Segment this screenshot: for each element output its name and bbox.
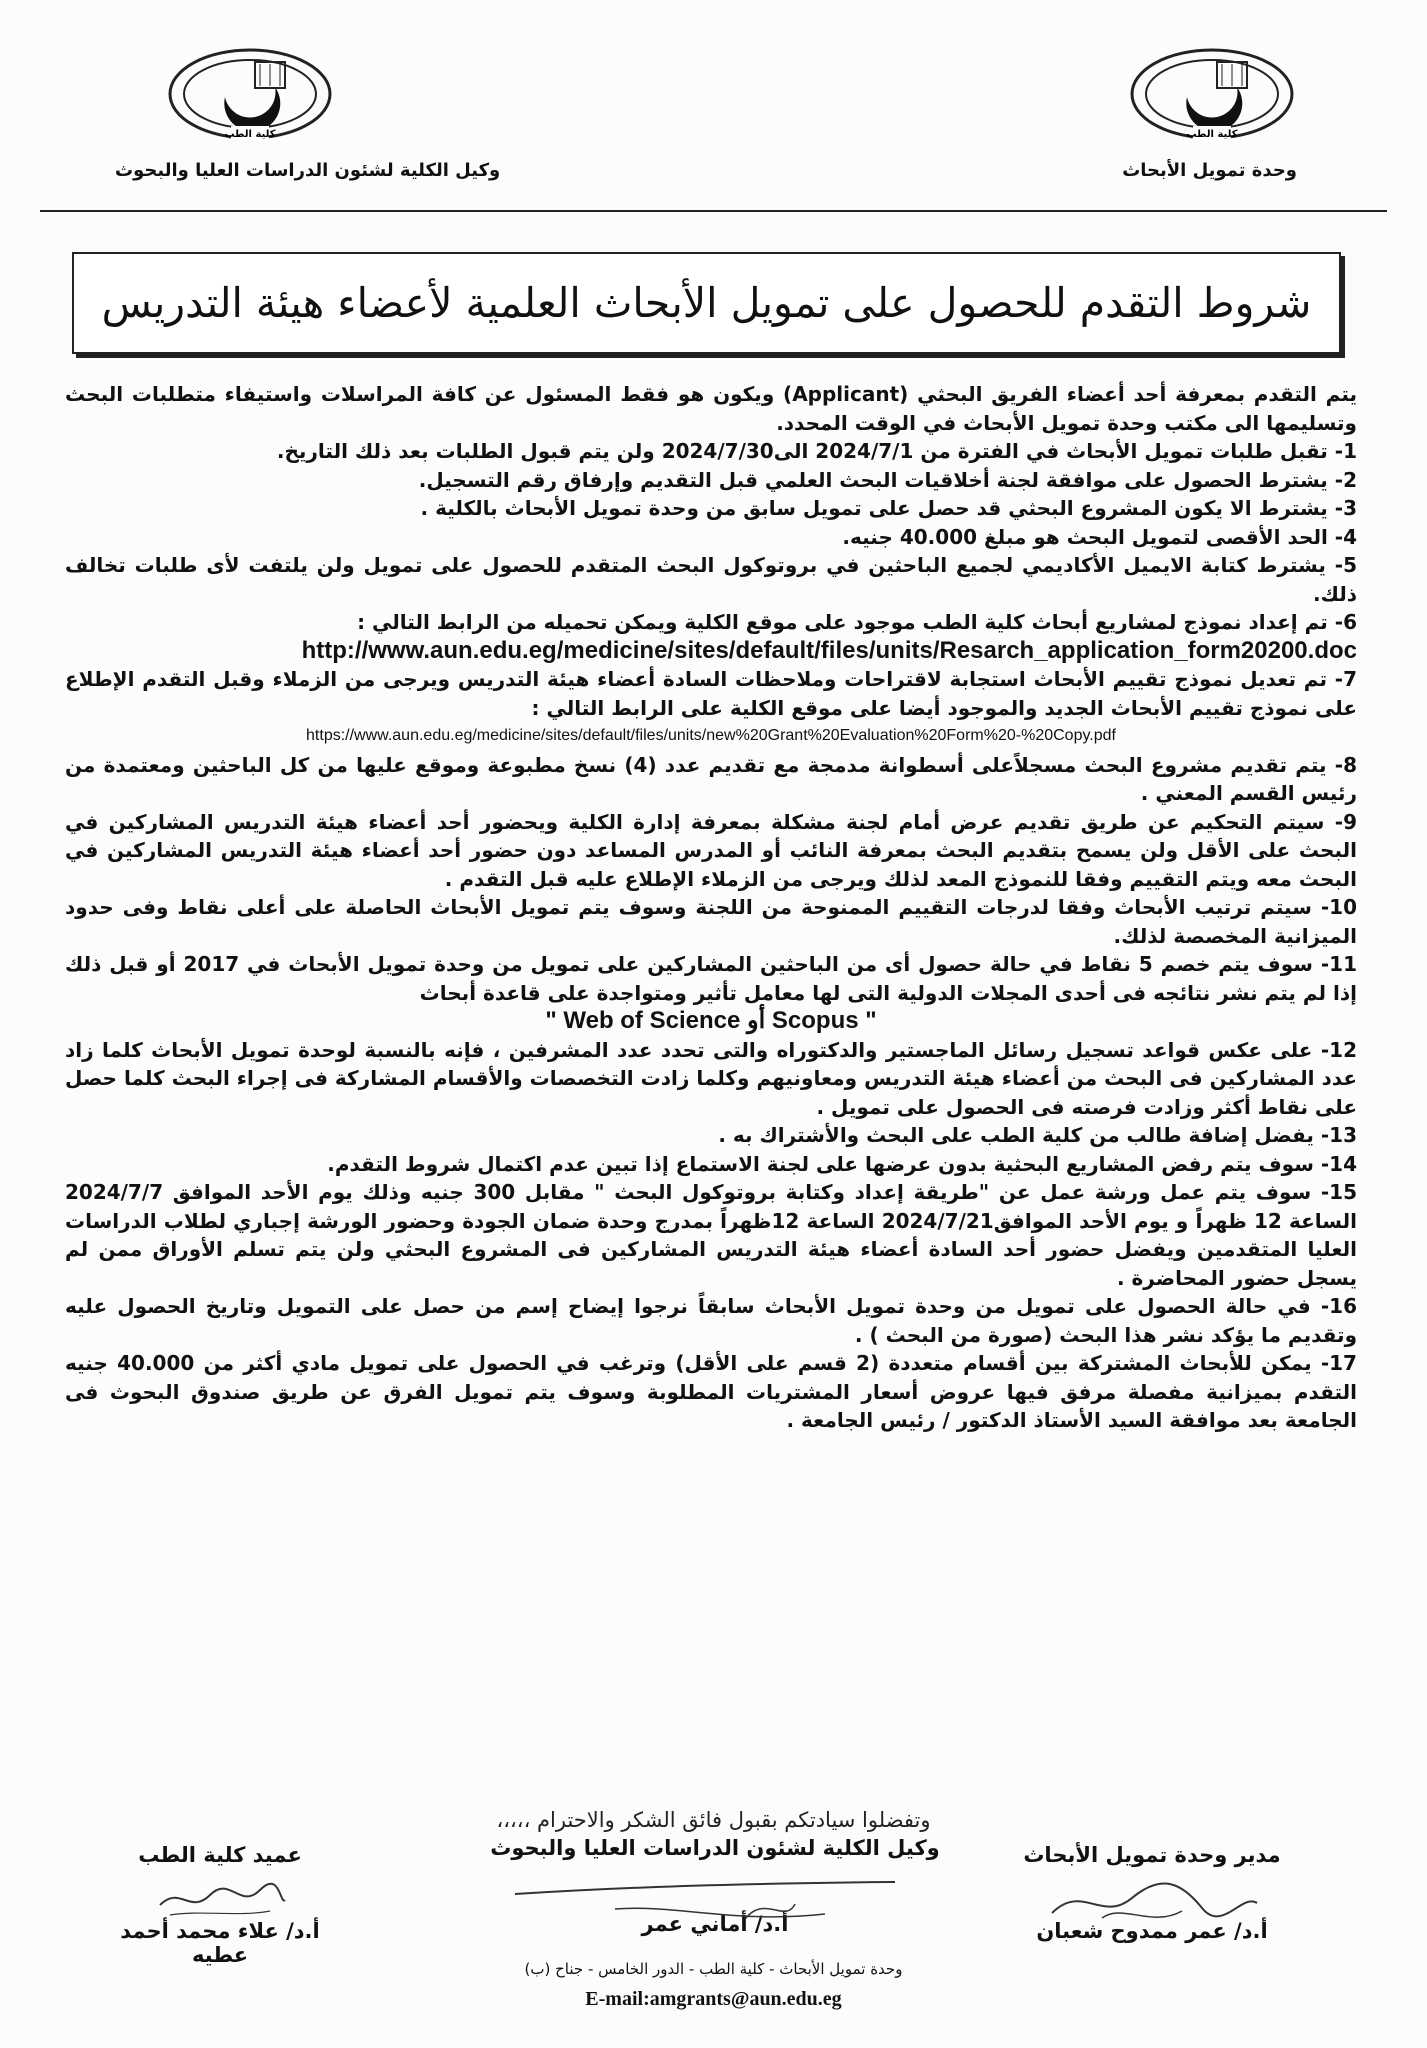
condition-3: 3- يشترط الا يكون المشروع البحثي قد حصل على تمويل سابق من وحدة تمويل الأبحاث بالكلية . [420,496,1357,520]
signature-role: عميد كلية الطب [138,1843,302,1867]
condition-15: 15- سوف يتم عمل ورشة عمل عن "طريقة إعداد وكتابة بروتوكول البحث " مقابل 300 جنيه وذلك يوم الأحد الموافق 2024/7/7 الساعة 12 ظهراً و يوم الأحد الموافق2024/7/21 الساعة 12ظهراً بمدرج وحدة ضمان الجودة وحضور الورشة إجباري لطلاب الدراسات العليا المتقدمين ويفضل حضور أحد السادة أعضاء هيئة التدريس المشاركين فى المشروع البحثي ولن يتم تسلم الأوراق ممن لم يسجل حضور المحاضرة . [65,1180,1358,1290]
footer [0,1960,1427,2011]
signature-name: أ.د/ أماني عمر [641,1912,789,1936]
signature-block-dean [90,1843,350,1967]
handwritten-signature-icon [150,1875,290,1925]
condition-8: 8- يتم تقديم مشروع البحث مسجلاًعلى أسطوانة مدمجة مع تقديم عدد (4) نسخ مطبوعة وموقع عليها من كل الباحثين ومعتمدة من رئيس القسم المعني . [65,752,1357,805]
signature-name: أ.د/ علاء محمد أحمد عطيه [120,1919,320,1967]
condition-11: 11- سوف يتم خصم 5 نقاط في حالة حصول أى من الباحثين المشاركين على تمويل من وحدة تمويل الأبحاث في 2017 أو قبل ذلك إذا لم يتم نشر نتائجه فى أحدى المجلات الدولية التى لها معامل تأثير ومتواجدة على قاعدة أبحاث [65,952,1357,1005]
header-divider [40,210,1387,212]
handwritten-signature-icon [495,1864,915,1934]
signature-name: أ.د/ عمر ممدوح شعبان [1036,1919,1268,1943]
condition-12: 12- على عكس قواعد تسجيل رسائل الماجستير والدكتوراه والتى تحدد عدد المشرفين ، فإنه بالنسبة لوحدة تمويل الأبحاث كلما زاد عدد المشاركين فى البحث من أعضاء هيئة التدريس ومعاونيهم وكلما زادت التخصصات والأقسام المشاركة فى إجراء البحث كلما حصل على نقاط أكثر وزادت فرصته فى الحصول على تمويل . [65,1037,1357,1119]
condition-6: 6- تم إعداد نموذج لمشاريع أبحاث كلية الطب موجود على موقع الكلية ويمكن تحميله من الرابط التالي : [357,610,1357,634]
closing-line: وتفضلوا سيادتكم بقبول فائق الشكر والاحترام ،،،،، [496,1808,931,1832]
condition-1: 1- تقبل طلبات تمويل الأبحاث في الفترة من 2024/7/1 الى2024/7/30 ولن يتم قبول الطلبات بعد ذلك التاريخ. [276,439,1357,463]
condition-7: 7- تم تعديل نموذج تقييم الأبحاث استجابة لاقتراحات وملاحظات السادة أعضاء هيئة التدريس ويرجى من الزملاء وقبل التقدم الإطلاع على نموذج تقييم الأبحاث الجديد والموجود أيضا على موقع الكلية على الرابط التالي : [65,667,1357,720]
signature-role: مدير وحدة تمويل الأبحاث [1023,1843,1281,1867]
databases-line: " Web of Science أو Scopus " [545,1007,877,1034]
footer-address: وحدة تمويل الأبحاث - كلية الطب - الدور الخامس - جناح (ب) [524,1960,903,1978]
svg-text:كلية الطب: كلية الطب [1186,129,1238,140]
condition-14: 14- سوف يتم رفض المشاريع البحثية بدون عرضها على لجنة الاستماع إذا تبين عدم اكتمال شروط التقدم. [327,1151,1357,1176]
condition-10: 10- سيتم ترتيب الأبحاث وفقا لدرجات التقييم الممنوحة من اللجنة وسوف يتم تمويل الأبحاث الحاصلة على أعلى نقاط وفى حدود الميزانية المخصصة لذلك. [65,895,1357,948]
signature-role: وكيل الكلية لشئون الدراسات العليا والبحوث [490,1836,940,1860]
condition-16: 16- في حالة الحصول على تمويل من وحدة تمويل الأبحاث سابقاً نرجوا إيضاح إسم من حصل على التمويل وتاريخ الحصول عليه وتقديم ما يؤكد نشر هذا البحث (صورة من البحث ) . [65,1294,1357,1347]
intro-paragraph: يتم التقدم بمعرفة أحد أعضاء الفريق البحثي (Applicant) ويكون هو فقط المسئول عن كافة المراسلات واستيفاء متطلبات البحث وتسليمها الى مكتب وحدة تمويل الأبحاث في الوقت المحدد. [65,382,1358,435]
signature-block-unit-director [1002,1843,1302,1943]
svg-text:كلية الطب: كلية الطب [224,129,276,140]
evaluation-form-link[interactable]: https://www.aun.edu.eg/medicine/sites/default/files/units/new%20Grant%20Evaluation%20Form%20-%20Copy.pdf [306,727,1116,744]
condition-4: 4- الحد الأقصى لتمويل البحث هو مبلغ 40.000 جنيه. [842,524,1357,549]
document-title: شروط التقدم للحصول على تمويل الأبحاث العلمية لأعضاء هيئة التدريس [101,279,1312,327]
application-form-link[interactable]: http://www.aun.edu.eg/medicine/sites/default/files/units/Resarch_application_form20200.doc [301,636,1357,664]
handwritten-signature-icon [1042,1873,1262,1933]
condition-17: 17- يمكن للأبحاث المشتركة بين أقسام متعددة (2 قسم على الأقل) وترغب في الحصول على تمويل مادي أكثر من 40.000 جنيه التقدم بميزانية مفصلة مرفق فيها عروض أسعار المشتريات المطلوبة وسوف يتم تمويل الفرق عن طريق صندوق البحوث فى الجامعة بعد موافقة السيد الأستاذ الدكتور / رئيس الجامعة . [65,1351,1357,1432]
conditions-body [65,380,1357,1435]
faculty-logo-right [1127,42,1297,152]
condition-5: 5- يشترط كتابة الايميل الأكاديمي لجميع الباحثين في بروتوكول البحث المتقدم للحصول على تمويل ولن يلتفت لأى طلبات تخالف ذلك. [65,553,1357,606]
condition-2: 2- يشترط الحصول على موافقة لجنة أخلاقيات البحث العلمي قبل التقديم وإرفاق رقم التسجيل. [418,467,1357,492]
condition-9: 9- سيتم التحكيم عن طريق تقديم عرض أمام لجنة مشكلة بمعرفة إدارة الكلية ويحضور أحد أعضاء هيئة التدريس المشاركين في البحث على الأقل ولن يسمح بتقديم البحث بمعرفة النائب أو المدرس المساعد دون حضور أحد أعضاء هيئة التدريس المشاركين في البحث معه ويتم التقييم وفقا للنموذج المعد لذلك ويرجى من الزملاء الإطلاع عليه قبل التقدم . [65,809,1357,891]
vice-dean-label: وكيل الكلية لشئون الدراسات العليا والبحوث [115,160,501,181]
research-funding-unit-label: وحدة تمويل الأبحاث [1122,160,1297,181]
condition-13: 13- يفضل إضافة طالب من كلية الطب على البحث والأشتراك به . [718,1123,1357,1147]
faculty-logo-left [165,42,335,152]
footer-email[interactable]: E-mail:amgrants@aun.edu.eg [585,1988,842,2010]
signature-block-vice-dean [455,1836,975,1936]
title-box [72,252,1341,354]
